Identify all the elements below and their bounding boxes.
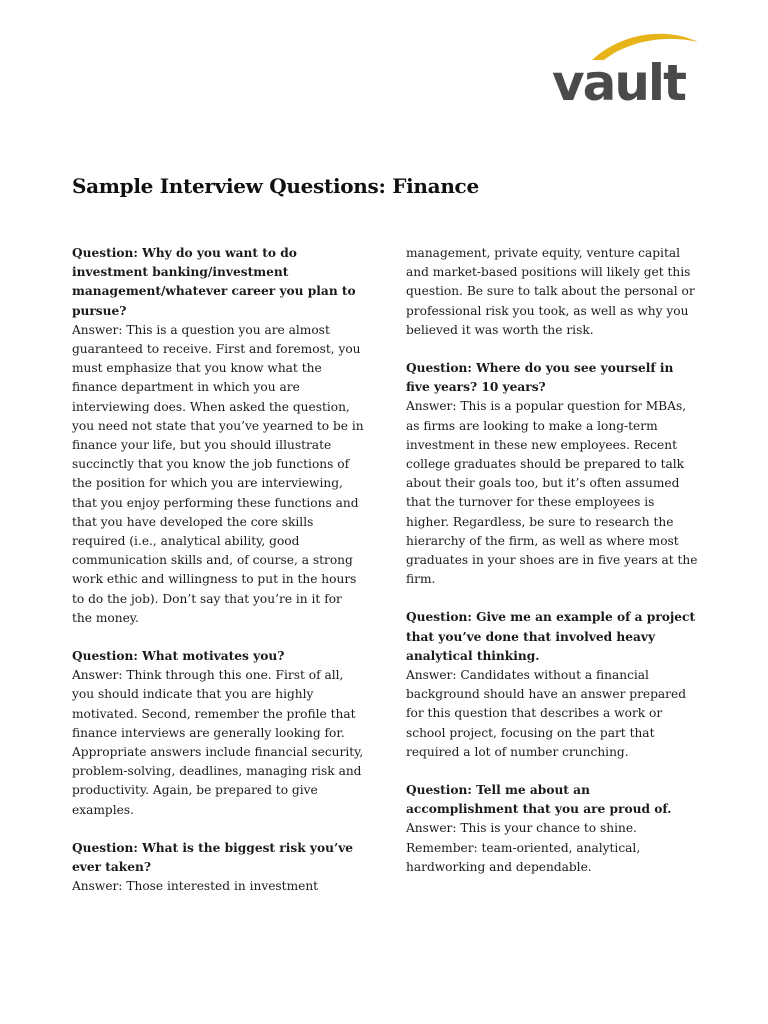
answer: Answer: This is your chance to shine. Remember: team-oriented, analytical, hardworking and dependable. bbox=[406, 821, 641, 874]
page-title: Sample Interview Questions: Finance bbox=[72, 174, 479, 198]
qa-block bbox=[72, 839, 364, 897]
qa-block bbox=[72, 244, 364, 628]
question: Question: What is the biggest risk you’ve ever taken? bbox=[72, 840, 354, 875]
logo-wordmark: vault bbox=[552, 54, 685, 108]
vault-logo bbox=[552, 30, 702, 108]
answer: Answer: This is a question you are almost guaranteed to receive. First and foremost, you must emphasize that you know what the finance department in which you are interviewing does. When asked the question, you need not state that you’ve yearned to be in finance your life, but you should illustrate succinctly that you know the job functions of the position for which you are interviewing, that you enjoy performing these functions and that you have developed the core skills required (i.e., analytical ability, good communication skills and, of course, a strong work ethic and willingness to put in the hours to do the job). Don’t say that you’re in it for the money. bbox=[72, 322, 364, 625]
qa-block bbox=[72, 647, 364, 820]
qa-block bbox=[406, 608, 698, 762]
question: Question: Why do you want to do investment banking/investment management/whatever career you plan to pursue? bbox=[72, 246, 356, 318]
answer-continuation: management, private equity, venture capital and market-based positions will likely get this question. Be sure to talk about the personal or professional risk you took, as well as why you believed it was worth the risk. bbox=[406, 246, 695, 337]
question: Question: Tell me about an accomplishment that you are proud of. bbox=[406, 783, 672, 817]
left-column bbox=[72, 244, 364, 916]
answer: Answer: Those interested in investment bbox=[72, 879, 319, 894]
qa-block bbox=[406, 781, 698, 877]
qa-block bbox=[406, 359, 698, 589]
answer: Answer: This is a popular question for MBAs, as firms are looking to make a long-term investment in these new employees. Recent college graduates should be prepared to talk about their goals too, but it’s often assumed that the turnover for these employees is higher. Regardless, be sure to research the hierarchy of the firm, as well as where most graduates in your shoes are in five years at the firm. bbox=[406, 399, 698, 587]
answer: Answer: Think through this one. First of all, you should indicate that you are highly motivated. Second, remember the profile that finance interviews are generally looking for. Appropriate answers include financial security, problem-solving, deadlines, managing risk and productivity. Again, be prepared to give examples. bbox=[72, 668, 364, 817]
question: Question: Where do you see yourself in five years? 10 years? bbox=[406, 361, 674, 395]
answer: Answer: Candidates without a financial background should have an answer prepared for this question that describes a work or school project, focusing on the part that required a lot of number crunching. bbox=[406, 668, 687, 759]
question: Question: Give me an example of a project that you’ve done that involved heavy analytical thinking. bbox=[406, 610, 696, 663]
question: Question: What motivates you? bbox=[72, 649, 285, 664]
right-column bbox=[406, 244, 698, 896]
